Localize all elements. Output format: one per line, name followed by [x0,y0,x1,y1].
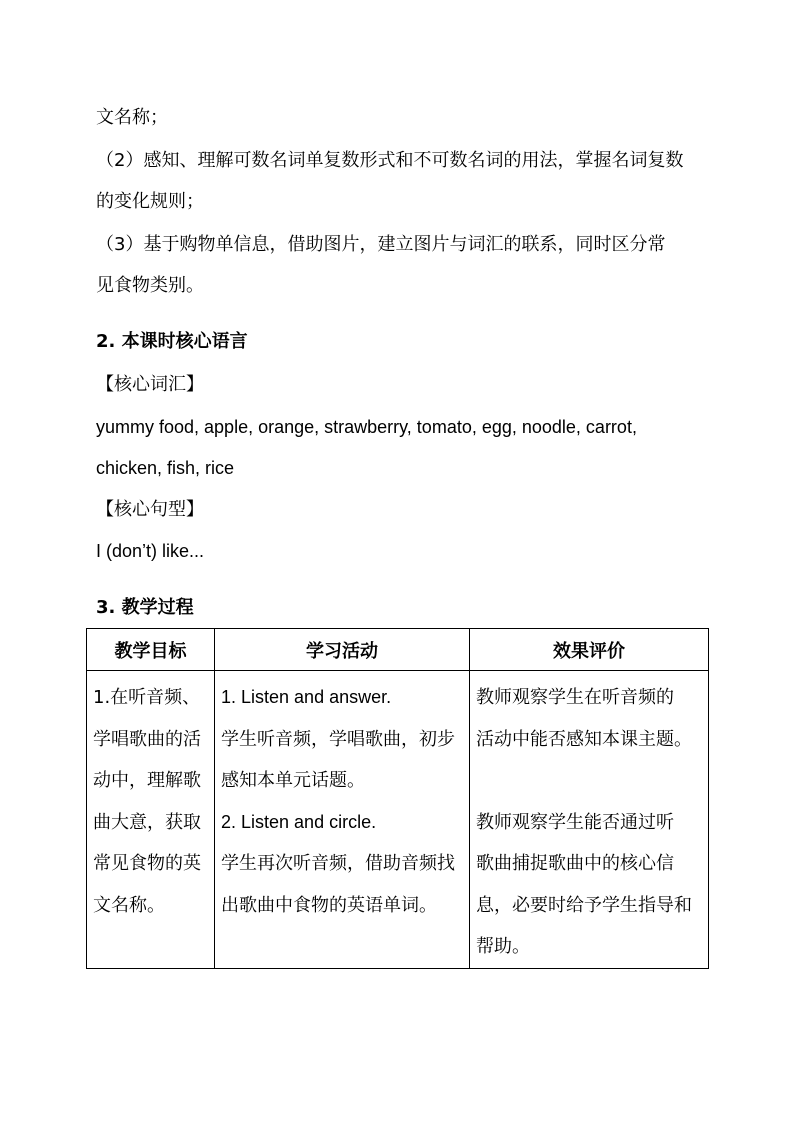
teaching-process-table [86,628,709,969]
core-sentence: I (don’t) like... [96,541,205,561]
activity-cell [215,671,470,969]
evaluation-cell [470,671,709,969]
core-vocab-label: 【核心词汇】 [96,374,204,395]
goal-line: 学唱歌曲的活 [93,728,201,750]
activity-2-title: 2. Listen and circle. [221,811,377,832]
header-evaluation: 效果评价 [470,629,709,671]
objective-3-line-2: 见食物类别。 [96,275,204,296]
table-row [87,671,709,969]
evaluation-1-line-1: 教师观察学生在听音频的 [476,687,674,708]
core-vocab-line-1: yummy food, apple, orange, strawberry, tomato, egg, noodle, carrot, [96,417,637,437]
evaluation-spacer [476,760,705,802]
activity-1-title: 1. Listen and answer. [221,687,392,707]
table-header-row [87,629,709,671]
objective-2-line-1: （2）感知、理解可数名词单复数形式和不可数名词的用法，掌握名词复数 [96,150,684,171]
activity-1-line-2: 感知本单元话题。 [221,770,365,791]
evaluation-2-line-2: 歌曲捕捉歌曲中的核心信 [476,853,674,874]
evaluation-2-line-1: 教师观察学生能否通过听 [476,811,674,833]
goal-line: 常见食物的英 [93,853,201,874]
goal-line: 文名称。 [93,894,165,916]
evaluation-2-line-4: 帮助。 [476,936,530,957]
activity-1-line-1: 学生听音频，学唱歌曲，初步 [221,728,455,750]
objective-1-continuation: 文名称； [96,107,168,128]
core-vocab-line-2: chicken, fish, rice [96,458,235,478]
objective-2-line-2: 的变化规则； [96,191,204,212]
objective-3-line-1: （3）基于购物单信息，借助图片，建立图片与词汇的联系，同时区分常 [96,234,666,255]
goal-line: 动中，理解歌 [93,770,201,791]
core-language-heading: 2. 本课时核心语言 [96,331,248,352]
evaluation-2-line-3: 息，必要时给予学生指导和 [476,894,692,916]
activity-2-line-2: 出歌曲中食物的英语单词。 [221,894,437,916]
goal-line: 1.在听音频、 [93,687,201,708]
goal-cell [87,671,215,969]
goal-line: 曲大意，获取 [93,811,201,833]
evaluation-1-line-2: 活动中能否感知本课主题。 [476,728,692,750]
core-sentence-label: 【核心句型】 [96,499,204,520]
header-goal: 教学目标 [87,629,215,671]
header-activity: 学习活动 [215,629,470,671]
activity-2-line-1: 学生再次听音频，借助音频找 [221,853,455,874]
process-heading: 3. 教学过程 [96,597,194,618]
